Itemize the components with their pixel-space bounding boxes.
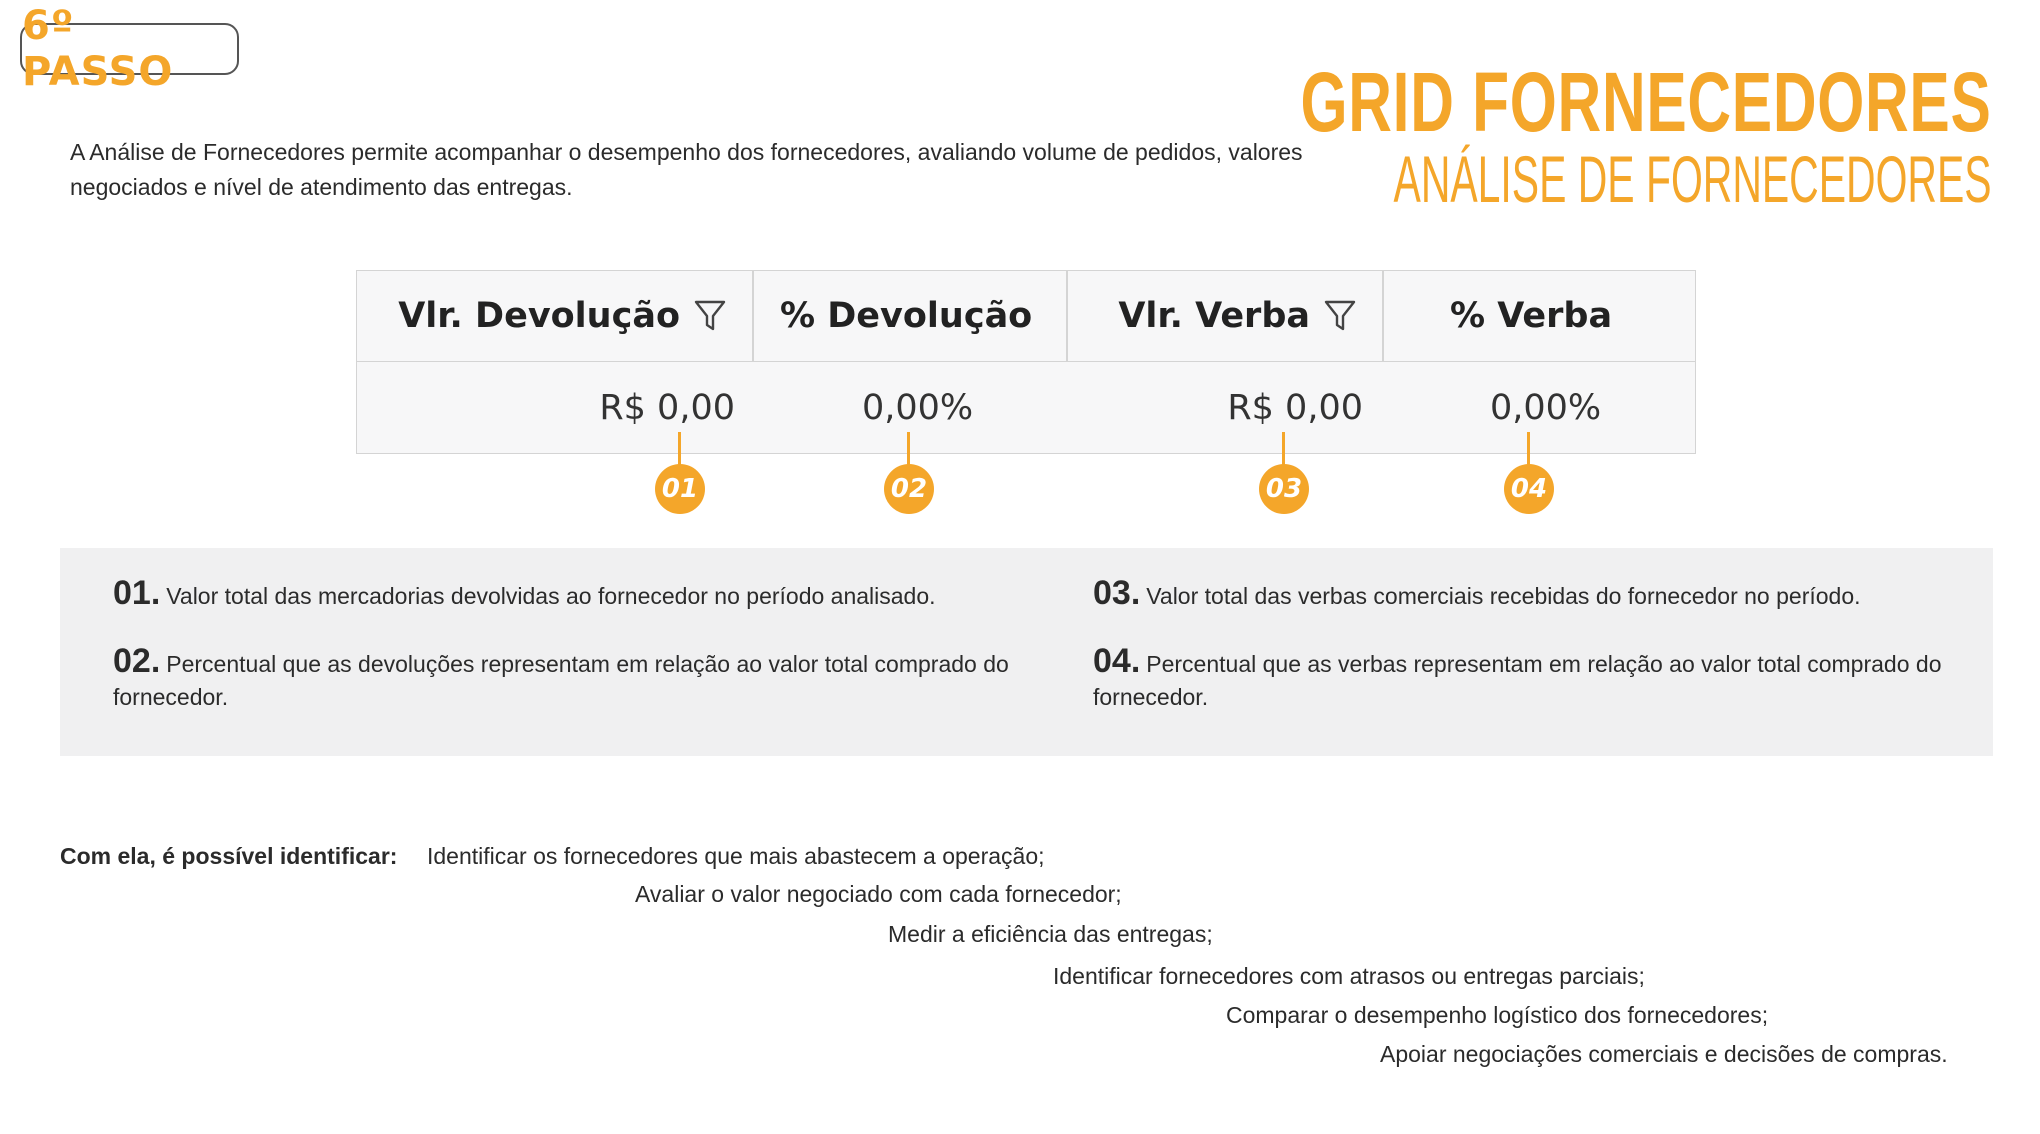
description-text: Valor total das mercadorias devolvidas ao fornecedor no período analisado. <box>166 583 936 609</box>
step-badge: 6º PASSO <box>20 23 239 75</box>
cell-vlr-devolucao: R$ 0,00 <box>599 388 735 428</box>
capability-item: Avaliar o valor negociado com cada fornecedor; <box>635 881 1122 907</box>
header-label: Vlr. Devolução <box>398 296 680 336</box>
page-title: GRID FORNECEDORES <box>1300 55 1992 149</box>
descriptions-box <box>60 548 1993 756</box>
callout-01: 01 <box>655 464 705 514</box>
capability-item: Comparar o desempenho logístico dos fornecedores; <box>1226 1002 1769 1028</box>
description-number: 04. <box>1093 642 1141 680</box>
intro-text: A Análise de Fornecedores permite acompanhar o desempenho dos fornecedores, avaliando volume de pedidos, valores negociados e nível de atendimento das entregas. <box>70 139 1303 200</box>
description-text: Percentual que as devoluções representam em relação ao valor total comprado do fornecedor. <box>113 651 1009 710</box>
cell-vlr-verba: R$ 0,00 <box>1227 388 1363 428</box>
capability-item: Apoiar negociações comerciais e decisões de compras. <box>1380 1041 1948 1067</box>
header-pct-devolucao[interactable] <box>754 271 1066 361</box>
header-label: % Verba <box>1450 296 1613 336</box>
description-number: 02. <box>113 642 161 680</box>
callout-02: 02 <box>884 464 934 514</box>
cell-pct-devolucao: 0,00% <box>862 388 974 428</box>
capabilities-label: Com ela, é possível identificar: <box>60 843 398 869</box>
table-row[interactable] <box>357 362 1695 454</box>
page-subtitle: ANÁLISE DE FORNECEDORES <box>1393 142 1992 216</box>
header-vlr-verba[interactable] <box>1068 271 1382 361</box>
callout-03: 03 <box>1259 464 1309 514</box>
description-text: Valor total das verbas comerciais recebidas do fornecedor no período. <box>1146 583 1861 609</box>
capability-item: Medir a eficiência das entregas; <box>888 921 1213 947</box>
grid-header <box>357 271 1695 362</box>
filter-icon[interactable] <box>1324 299 1356 333</box>
description-text: Percentual que as verbas representam em relação ao valor total comprado do fornecedor. <box>1093 651 1942 710</box>
header-label: % Devolução <box>780 296 1033 336</box>
callout-04: 04 <box>1504 464 1554 514</box>
capability-item: Identificar os fornecedores que mais abastecem a operação; <box>427 843 1045 869</box>
description-number: 03. <box>1093 574 1141 612</box>
description-01 <box>113 574 1013 613</box>
description-03 <box>1093 574 1973 613</box>
capability-item: Identificar fornecedores com atrasos ou entregas parciais; <box>1053 963 1645 989</box>
cell-pct-verba: 0,00% <box>1490 388 1602 428</box>
description-04 <box>1093 642 1973 714</box>
header-pct-verba[interactable] <box>1384 271 1695 361</box>
header-label: Vlr. Verba <box>1118 296 1310 336</box>
filter-icon[interactable] <box>694 299 726 333</box>
supplier-grid <box>356 270 1696 454</box>
description-number: 01. <box>113 574 161 612</box>
header-vlr-devolucao[interactable] <box>357 271 752 361</box>
description-02 <box>113 642 1013 714</box>
